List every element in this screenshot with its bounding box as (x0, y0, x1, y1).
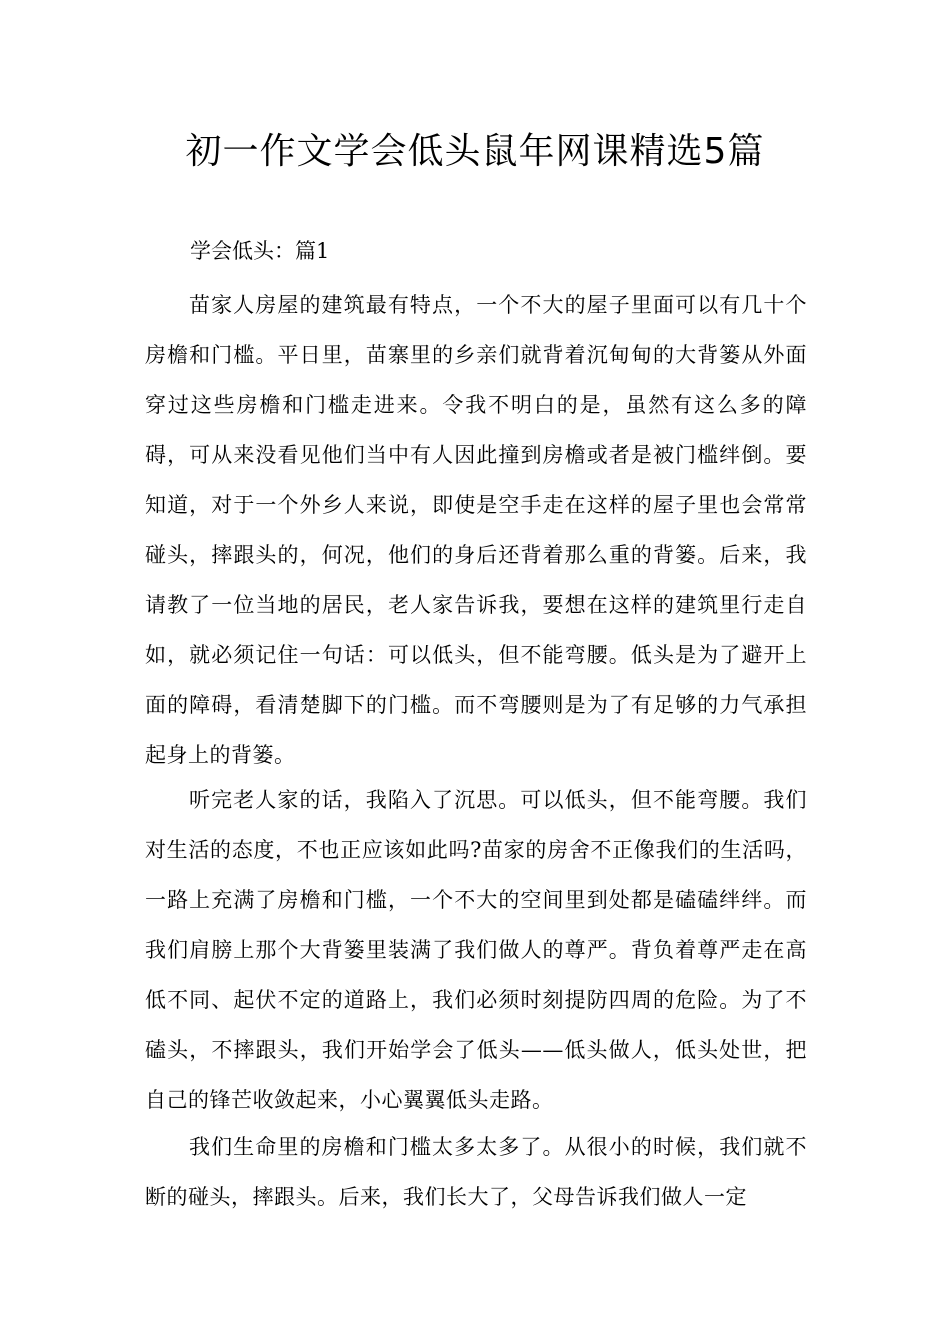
paragraph-2: 听完老人家的话，我陷入了沉思。可以低头，但不能弯腰。我们对生活的态度，不也正应该如此吗?苗家的房舍不正像我们的生活吗，一路上充满了房檐和门槛，一个不大的空间里到处都是磕磕绊绊。而我们肩膀上那个大背篓里装满了我们做人的尊严。背负着尊严走在高低不同、起伏不定的道路上，我们必须时刻提防四周的危险。为了不磕头，不摔跟头，我们开始学会了低头——低头做人，低头处世，把自己的锋芒收敛起来，小心翼翼低头走路。 (145, 788, 807, 1112)
document-title: 初一作文学会低头鼠年网课精选5篇 (185, 131, 765, 172)
paragraph-1: 苗家人房屋的建筑最有特点，一个不大的屋子里面可以有几十个房檐和门槛。平日里，苗寨里的乡亲们就背着沉甸甸的大背篓从外面穿过这些房檐和门槛走进来。令我不明白的是，虽然有这么多的障碍，可从来没看见他们当中有人因此撞到房檐或者是被门槛绊倒。要知道，对于一个外乡人来说，即使是空手走在这样的屋子里也会常常碰头，摔跟头的，何况，他们的身后还背着那么重的背篓。后来，我请教了一位当地的居民，老人家告诉我，要想在这样的建筑里行走自如，就必须记住一句话：可以低头，但不能弯腰。低头是为了避开上面的障碍，看清楚脚下的门槛。而不弯腰则是为了有足够的力气承担起身上的背篓。 (145, 293, 807, 767)
paragraph-3: 我们生命里的房檐和门槛太多太多了。从很小的时候，我们就不断的碰头，摔跟头。后来，我们长大了，父母告诉我们做人一定 (145, 1135, 807, 1209)
section-heading: 学会低头：篇1 (190, 239, 330, 263)
